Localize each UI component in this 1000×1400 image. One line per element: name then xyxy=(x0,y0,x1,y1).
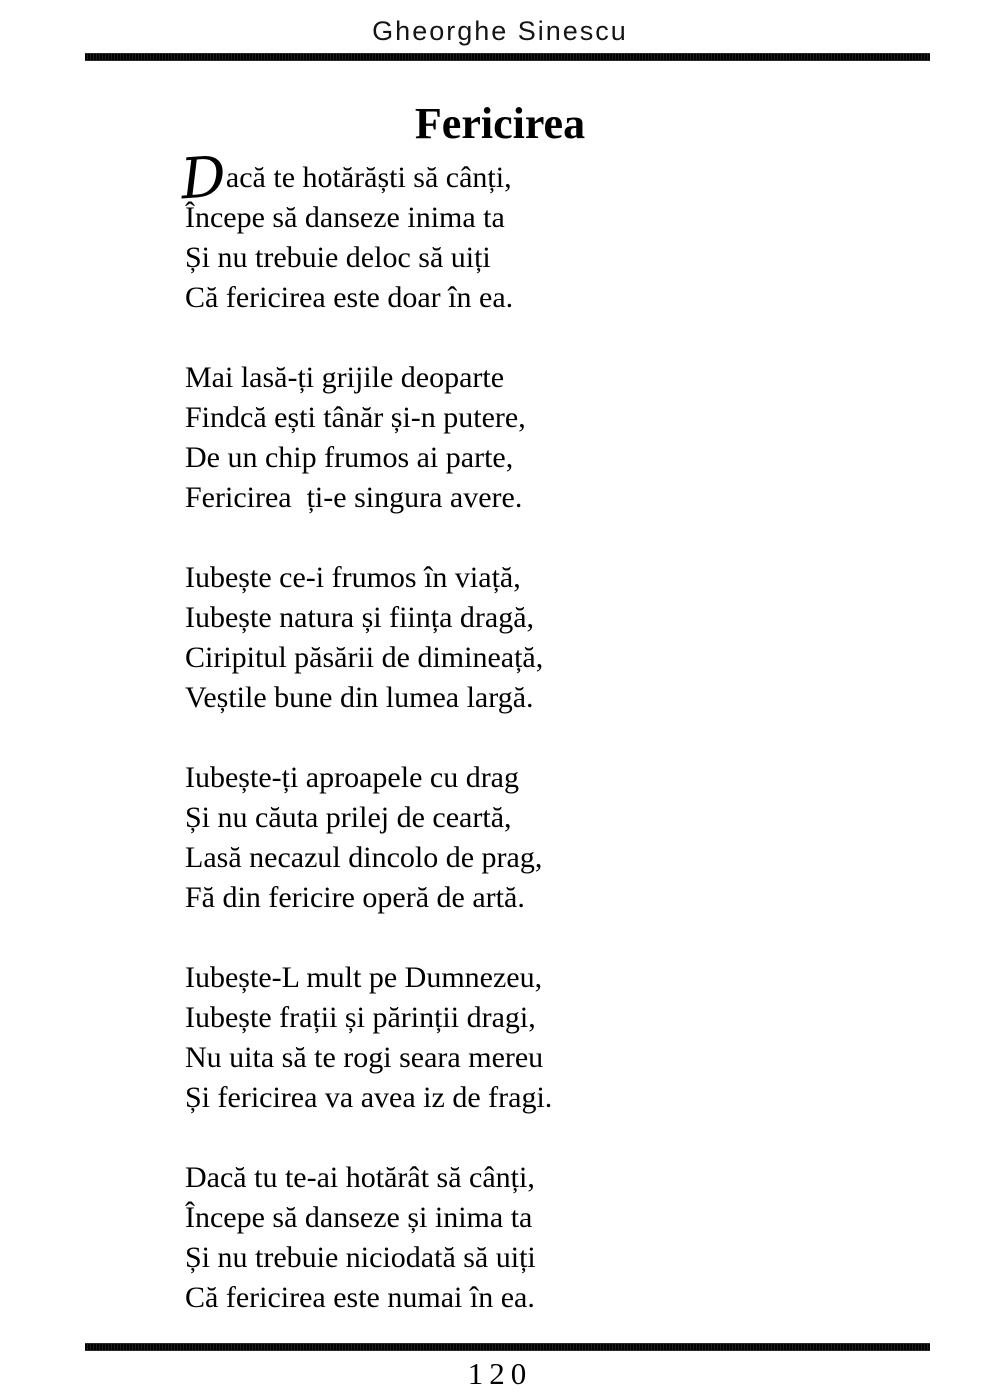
stanza-3 xyxy=(185,558,805,718)
drop-cap-letter: D xyxy=(178,144,229,213)
poem-line: Și nu trebuie niciodată să uiți xyxy=(185,1241,536,1274)
poem-line: Dacă tu te-ai hotărât să cânți, xyxy=(185,1161,535,1194)
poem-line: Iubește ce-i frumos în viață, xyxy=(185,561,521,594)
poem-line: Findcă ești tânăr și-n putere, xyxy=(185,401,526,434)
poem-line: Că fericirea este numai în ea. xyxy=(185,1281,535,1314)
poem-line: Nu uita să te rogi seara mereu xyxy=(185,1041,544,1074)
poem-line: Fă din fericire operă de artă. xyxy=(185,881,525,914)
poem-line xyxy=(178,144,805,213)
stanza-6 xyxy=(185,1158,805,1318)
author-name: Gheorghe Sinescu xyxy=(372,16,628,46)
stanza-2 xyxy=(185,358,805,518)
stanza-1 xyxy=(178,144,805,318)
header-rule xyxy=(85,53,930,61)
poem-line: Începe să danseze inima ta xyxy=(185,201,505,234)
stanza-4 xyxy=(185,758,805,918)
stanza-5 xyxy=(185,958,805,1118)
poem-line: Iubește frații și părinții dragi, xyxy=(185,1001,536,1034)
poem-body xyxy=(178,144,805,1358)
page-number: 120 xyxy=(467,1356,533,1391)
poem-line: De un chip frumos ai parte, xyxy=(185,441,514,474)
poem-line: Începe să danseze și inima ta xyxy=(185,1201,533,1234)
poem-title: Fericirea xyxy=(414,99,586,148)
poem-line: Lasă necazul dincolo de prag, xyxy=(185,841,543,874)
poem-line: Iubește natura și ființa dragă, xyxy=(185,601,535,634)
poem-line: Și fericirea va avea iz de fragi. xyxy=(185,1081,553,1114)
poem-line: Iubește-L mult pe Dumnezeu, xyxy=(185,961,543,994)
poem-line: Mai lasă-ți grijile deoparte xyxy=(185,361,505,394)
poem-line: Fericirea ți-e singura avere. xyxy=(185,481,523,514)
poem-line: Și nu căuta prilej de ceartă, xyxy=(185,801,512,834)
poem-line: Că fericirea este doar în ea. xyxy=(185,281,514,314)
poem-line: Ciripitul păsării de dimineață, xyxy=(185,641,544,674)
poem-line-text: acă te hotărăști să cânți, xyxy=(225,161,512,194)
poem-line: Veștile bune din lumea largă. xyxy=(185,681,534,714)
poem-line: Iubește-ți aproapele cu drag xyxy=(185,761,519,794)
footer-rule xyxy=(85,1343,930,1351)
poem-line: Și nu trebuie deloc să uiți xyxy=(185,241,491,274)
